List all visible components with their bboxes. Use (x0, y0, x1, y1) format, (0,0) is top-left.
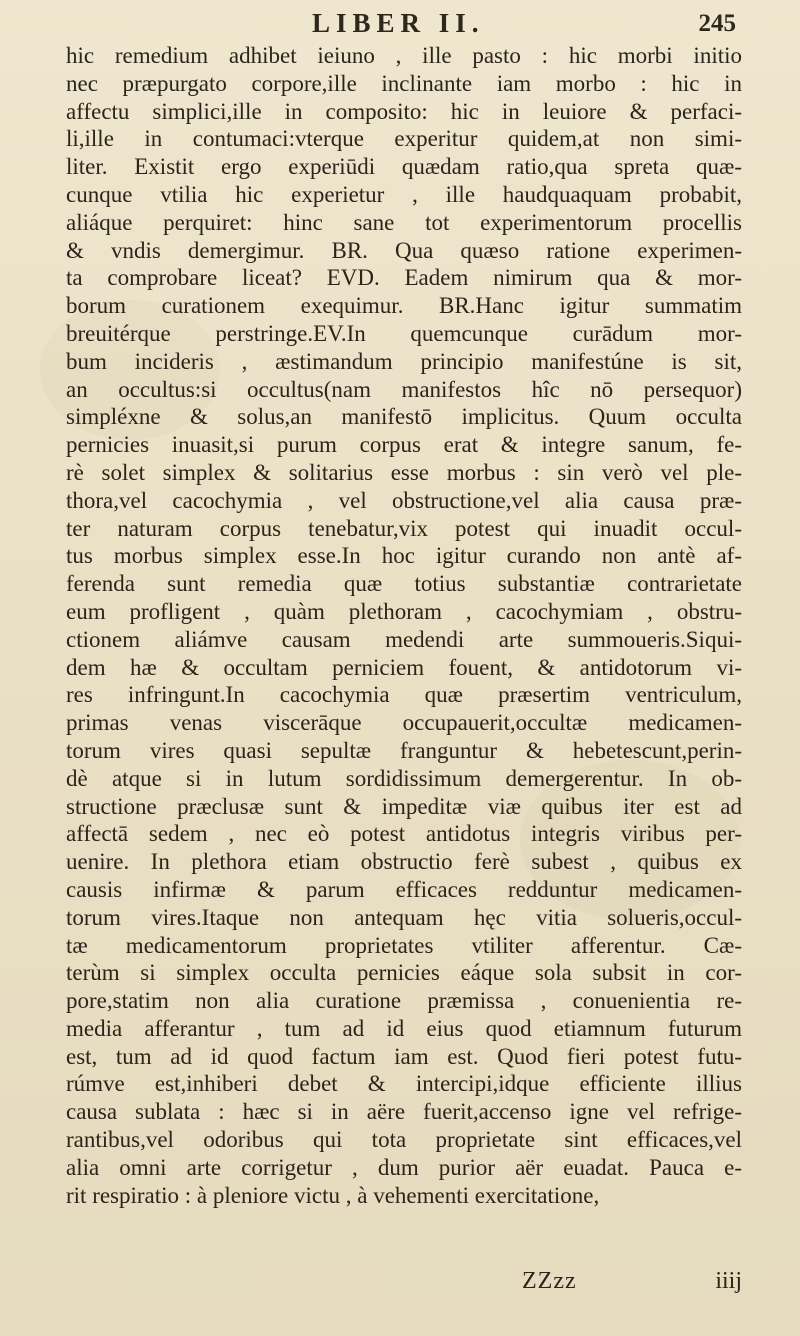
text-line: ta comprobare liceat? EVD. Eadem nimirum qua & mor- (66, 265, 742, 291)
text-line: liter. Existit ergo experiūdi quædam ratio,qua spreta quæ- (66, 154, 742, 180)
text-line: tus morbus simplex esse.In hoc igitur curando non antè af- (66, 543, 742, 569)
text-line: ferenda sunt remedia quæ totius substantiæ contrarietate (66, 571, 742, 597)
text-line: causis infirmæ & parum efficaces redduntur medicamen- (66, 876, 742, 902)
text-line: eum profligent , quàm plethoram , cacochymiam , obstru- (66, 598, 742, 624)
text-line: borum curationem exequimur. BR.Hanc igitur summatim (66, 293, 742, 319)
text-line: cunque vtilia hic experietur , ille haudquaquam probabit, (66, 181, 742, 207)
text-line: thora,vel cacochymia , vel obstructione,vel alia causa præ- (66, 487, 742, 513)
text-line: tæ medicamentorum proprietates vtiliter afferentur. Cæ- (66, 932, 742, 958)
text-line: terùm si simplex occulta pernicies eáque sola subsit in cor- (66, 960, 742, 986)
page-header (66, 6, 736, 46)
signature-mark: ZZzz (522, 1268, 577, 1294)
text-line: primas venas viscerāque occupauerit,occultæ medicamen- (66, 710, 742, 736)
text-line: affectā sedem , nec eò potest antidotus integris viribus per- (66, 821, 742, 847)
text-line: hic remedium adhibet ieiuno , ille pasto : hic morbi initio (66, 43, 742, 68)
text-line: causa sublata : hæc si in aëre fuerit,accenso igne vel refrige- (66, 1099, 742, 1125)
text-line: alia omni arte corrigetur , dum purior aër euadat. Pauca e- (66, 1154, 742, 1180)
text-line: li,ille in contumaci:vterque experitur quidem,at non simi- (66, 126, 742, 152)
text-line: rantibus,vel odoribus qui tota proprietate sint efficaces,vel (66, 1127, 742, 1153)
text-line: res infringunt.In cacochymia quæ præsertim ventriculum, (66, 682, 742, 708)
text-line: an occultus:si occultus(nam manifestos hîc nō persequor) (66, 376, 742, 402)
text-line: torum vires.Itaque non antequam hęc vitia solueris,occul- (66, 904, 742, 930)
text-line: rúmve est,inhiberi debet & intercipi,idque efficiente illius (66, 1071, 742, 1097)
text-line: & vndis demergimur. BR. Qua quæso ratione experimen- (66, 237, 742, 263)
text-line: ter naturam corpus tenebatur,vix potest qui inuadit occul- (66, 515, 742, 541)
main-text (66, 42, 742, 1209)
text-line: nec præpurgato corpore,ille inclinante iam morbo : hic in (66, 70, 742, 96)
text-line: uenire. In plethora etiam obstructio ferè subest , quibus ex (66, 849, 742, 875)
text-line: ctionem aliámve causam medendi arte summoueris.Siqui- (66, 626, 742, 652)
text-line: rè solet simplex & solitarius esse morbus : sin verò vel ple- (66, 459, 742, 485)
text-line: dem hæ & occultam perniciem fouent, & antidotorum vi- (66, 654, 742, 680)
text-line: pore,statim non alia curatione præmissa , conuenientia re- (66, 988, 742, 1014)
page-number: 245 (698, 10, 736, 37)
text-line: bum incideris , æstimandum principio manifestúne is sit, (66, 348, 742, 374)
text-line: simpléxne & solus,an manifestō implicitus. Quum occulta (66, 404, 742, 430)
text-line: structione præclusæ sunt & impeditæ viæ quibus iter est ad (66, 793, 742, 819)
text-line: aliáque perquiret: hinc sane tot experimentorum procellis (66, 209, 742, 235)
catchword: iiij (715, 1268, 742, 1294)
text-line: dè atque si in lutum sordidissimum demergerentur. In ob- (66, 765, 742, 791)
text-line: affectu simplici,ille in composito: hic in leuiore & perfaci- (66, 98, 742, 124)
text-line: pernicies inuasit,si purum corpus erat & integre sanum, fe- (66, 432, 742, 458)
text-line: rit respiratio : à pleniore victu , à vehementi exercitatione, (66, 1182, 600, 1208)
running-head: LIBER II. (312, 8, 485, 38)
text-line: breuitérque perstringe.EV.In quemcunque curādum mor- (66, 320, 742, 346)
text-line: est, tum ad id quod factum iam est. Quod fieri potest futu- (66, 1043, 742, 1069)
page-footer (66, 1268, 742, 1302)
text-line: media afferantur , tum ad id eius quod etiamnum futurum (66, 1015, 742, 1041)
text-line: torum vires quasi sepultæ franguntur & hebetescunt,perin- (66, 737, 742, 763)
